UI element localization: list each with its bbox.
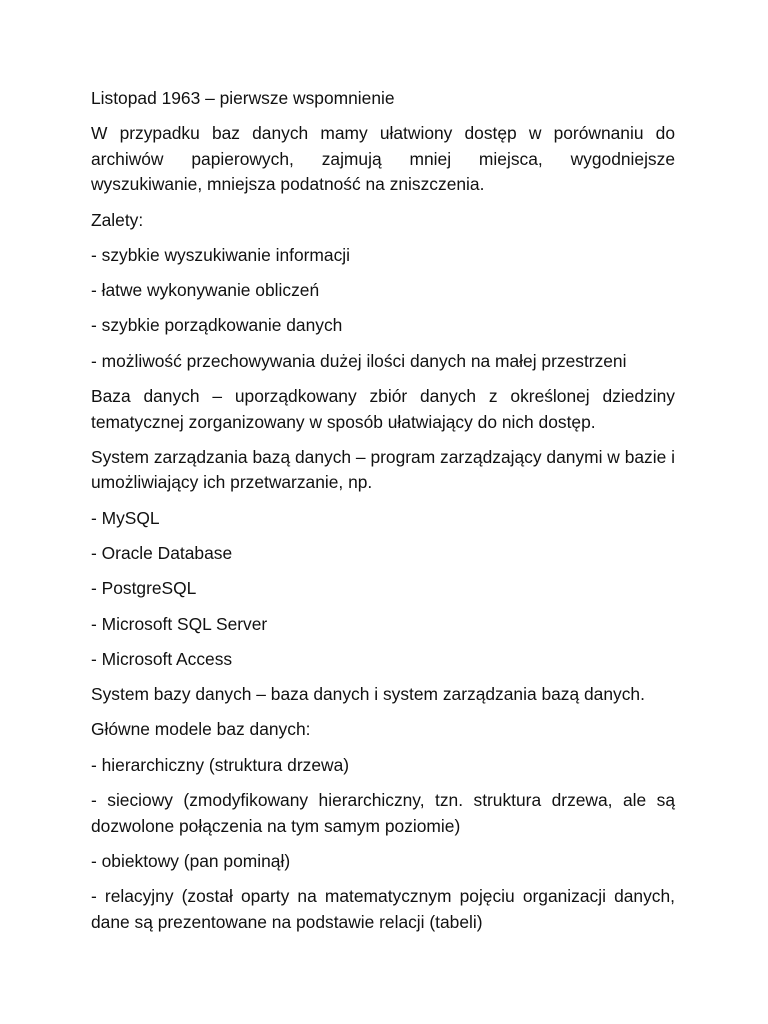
- list-item-dbms: - MySQL: [91, 507, 160, 528]
- list-item-model: - obiektowy (pan pominął): [91, 850, 291, 871]
- models-heading: Główne modele baz danych:: [91, 719, 311, 740]
- database-definition-paragraph: Baza danych – uporządkowany zbiór danych z określonej dziedziny tematycznej zorganizowany w sposób ułatwiający do nich dostęp.: [91, 386, 675, 432]
- list-item-model: - hierarchiczny (struktura drzewa): [91, 754, 350, 775]
- list-item-advantage: - łatwe wykonywanie obliczeń: [91, 280, 320, 301]
- intro-paragraph: W przypadku baz danych mamy ułatwiony dostęp w porównaniu do archiwów papierowych, zajmują mniej miejsca, wygodniejsze wyszukiwanie, mniejsza podatność na zniszczenia.: [91, 123, 675, 195]
- dbms-definition-paragraph: System zarządzania bazą danych – program zarządzający danymi w bazie i umożliwiający ich przetwarzanie, np.: [91, 446, 675, 493]
- list-item-advantage: - szybkie wyszukiwanie informacji: [91, 244, 350, 265]
- list-item-model: - relacyjny (został oparty na matematycznym pojęciu organizacji danych, dane są prezentowane na podstawie relacji (tabeli): [91, 886, 675, 932]
- list-item-model: - sieciowy (zmodyfikowany hierarchiczny, tzn. struktura drzewa, ale są dozwolone połączenia na tym samym poziomie): [91, 790, 675, 836]
- document-body: [91, 86, 675, 945]
- list-item-dbms: - Microsoft SQL Server: [91, 613, 268, 634]
- list-item-dbms: - PostgreSQL: [91, 578, 197, 599]
- db-system-definition-paragraph: System bazy danych – baza danych i system zarządzania bazą danych.: [91, 684, 645, 705]
- advantages-heading: Zalety:: [91, 209, 144, 230]
- document-title: Listopad 1963 – pierwsze wspomnienie: [91, 88, 395, 108]
- list-item-advantage: - szybkie porządkowanie danych: [91, 315, 343, 336]
- list-item-dbms: - Microsoft Access: [91, 648, 233, 669]
- list-item-advantage: - możliwość przechowywania dużej ilości danych na małej przestrzeni: [91, 350, 627, 371]
- list-item-dbms: - Oracle Database: [91, 542, 233, 563]
